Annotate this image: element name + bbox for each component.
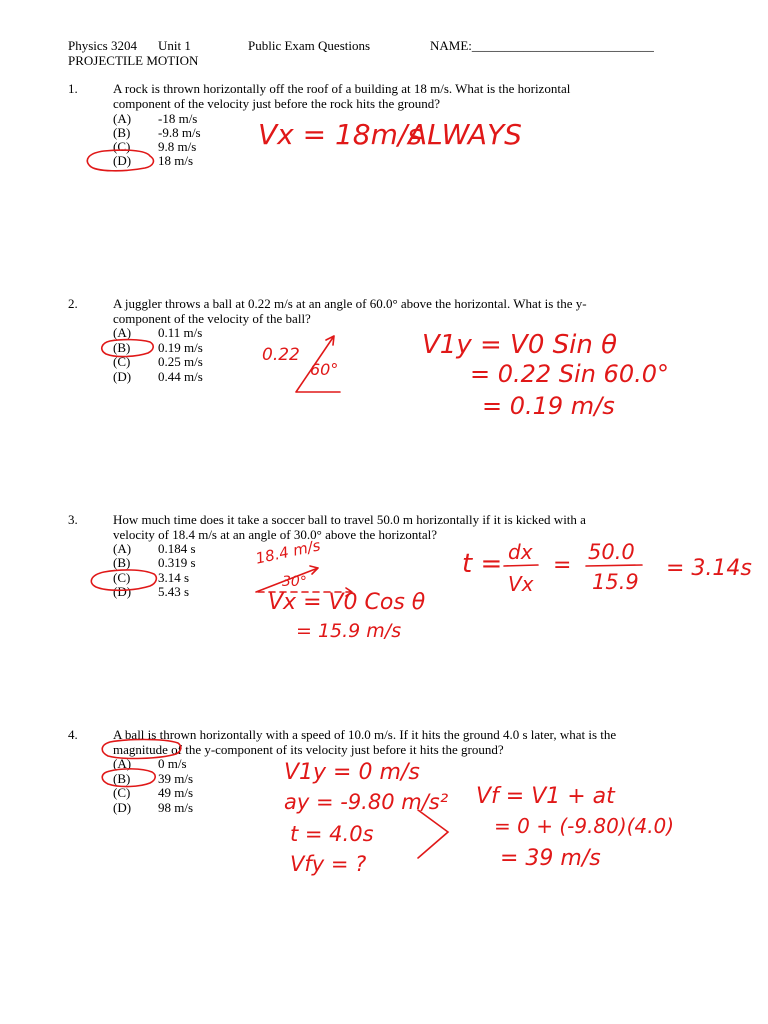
handwritten-note: = 0 + (-9.80)(4.0) <box>494 814 675 838</box>
fraction-bar <box>504 565 538 566</box>
question-number: 2. <box>68 296 78 311</box>
option-letter: (D) <box>113 800 132 815</box>
handwritten-note: Vx <box>508 572 534 596</box>
question-text-line1: How much time does it take a soccer ball to travel 50.0 m horizontally if it is kicked with a <box>113 512 586 527</box>
handwritten-note: 50.0 <box>588 540 635 564</box>
option-letter: (A) <box>113 325 132 340</box>
handwritten-note: t = 4.0s <box>290 822 374 846</box>
handwritten-note: 30° <box>282 574 307 590</box>
unit-label: Unit 1 <box>158 38 191 53</box>
handwritten-note: Vfy = ? <box>290 852 367 876</box>
option-text: 0.19 m/s <box>158 340 203 355</box>
handwritten-note: Vf = V1 + at <box>476 784 615 809</box>
handwritten-note: = 3.14s <box>666 556 752 581</box>
handwritten-note: 60° <box>310 360 339 379</box>
fraction-bar <box>586 565 642 566</box>
handwritten-note: = 39 m/s <box>500 846 601 871</box>
handwritten-note: t = <box>462 549 503 579</box>
option-letter: (D) <box>113 153 132 168</box>
option-letter: (C) <box>113 139 131 154</box>
option-letter: (A) <box>113 541 132 556</box>
option-letter: (B) <box>113 555 131 570</box>
handwritten-note: Vx = V0 Cos θ <box>268 590 426 615</box>
option-text: 39 m/s <box>158 771 194 786</box>
option-text: 0.44 m/s <box>158 369 203 384</box>
handwritten-note: = 0.22 Sin 60.0° <box>470 360 669 388</box>
option-text: 49 m/s <box>158 785 194 800</box>
option-text: 0.11 m/s <box>158 325 203 340</box>
option-letter: (D) <box>113 584 132 599</box>
option-letter: (B) <box>113 340 131 355</box>
question-text-line1: A ball is thrown horizontally with a speed of 10.0 m/s. If it hits the ground 4.0 s later, what is the <box>113 727 617 742</box>
handwritten-note: dx <box>508 540 533 564</box>
question-number: 4. <box>68 727 78 742</box>
handwritten-note: 15.9 <box>592 570 639 594</box>
horizontal-component-q3 <box>258 588 352 596</box>
question-text-line1: A juggler throws a ball at 0.22 m/s at an angle of 60.0° above the horizontal. What is the y- <box>113 296 587 311</box>
option-text: -18 m/s <box>158 111 198 126</box>
option-text: 3.14 s <box>158 570 190 585</box>
handwritten-note: 0.22 <box>262 345 300 365</box>
handwritten-note: ALWAYS <box>408 118 522 151</box>
vector-arrow-q2 <box>296 336 340 392</box>
question-text-line2: component of the velocity of the ball? <box>113 311 311 326</box>
answer-circle-q1 <box>87 150 153 171</box>
option-text: 0.319 s <box>158 555 196 570</box>
question-text-line2: component of the velocity just before the rock hits the ground? <box>113 96 441 111</box>
option-letter: (B) <box>113 771 131 786</box>
word-circle-q4 <box>102 740 181 759</box>
question-number: 1. <box>68 81 78 96</box>
handwritten-note: 18.4 m/s <box>254 536 322 568</box>
option-text: 98 m/s <box>158 800 194 815</box>
option-text: 0.25 m/s <box>158 354 203 369</box>
question-text-line1: A rock is thrown horizontally off the roof of a building at 18 m/s. What is the horizontal <box>113 81 571 96</box>
question-text-line2: velocity of 18.4 m/s at an angle of 30.0° above the horizontal? <box>113 527 437 542</box>
handwritten-note: = 0.19 m/s <box>482 392 615 420</box>
handwritten-note: V1y = 0 m/s <box>284 760 420 785</box>
answer-circle-q2 <box>102 340 153 357</box>
option-letter: (C) <box>113 785 131 800</box>
option-text: 0.184 s <box>158 541 196 556</box>
handwritten-note: V1y = V0 Sin θ <box>422 330 617 360</box>
option-letter: (C) <box>113 354 131 369</box>
option-text: -9.8 m/s <box>158 125 201 140</box>
option-letter: (A) <box>113 111 132 126</box>
topic-title: PROJECTILE MOTION <box>68 53 199 68</box>
option-text: 9.8 m/s <box>158 139 197 154</box>
answer-circle-q3 <box>91 570 156 590</box>
page-title: Public Exam Questions <box>248 38 371 53</box>
handwritten-note: = <box>553 553 572 578</box>
answer-circle-q4 <box>102 769 155 787</box>
question-text-line2: magnitude of the y-component of its velocity just before it hits the ground? <box>113 742 504 757</box>
option-text: 5.43 s <box>158 584 190 599</box>
bracket-arrow-q4 <box>418 810 448 858</box>
handwritten-note: Vx = 18m/s <box>258 118 422 151</box>
name-field: NAME:____________________________ <box>430 38 654 53</box>
option-letter: (A) <box>113 756 132 771</box>
handwritten-note: ay = -9.80 m/s² <box>284 790 449 814</box>
vector-arrow-q3 <box>256 566 318 592</box>
course-label: Physics 3204 <box>68 38 137 53</box>
option-text: 0 m/s <box>158 756 187 771</box>
question-number: 3. <box>68 512 78 527</box>
option-text: 18 m/s <box>158 153 194 168</box>
option-letter: (D) <box>113 369 132 384</box>
option-letter: (B) <box>113 125 131 140</box>
option-letter: (C) <box>113 570 131 585</box>
handwritten-note: = 15.9 m/s <box>296 620 402 642</box>
